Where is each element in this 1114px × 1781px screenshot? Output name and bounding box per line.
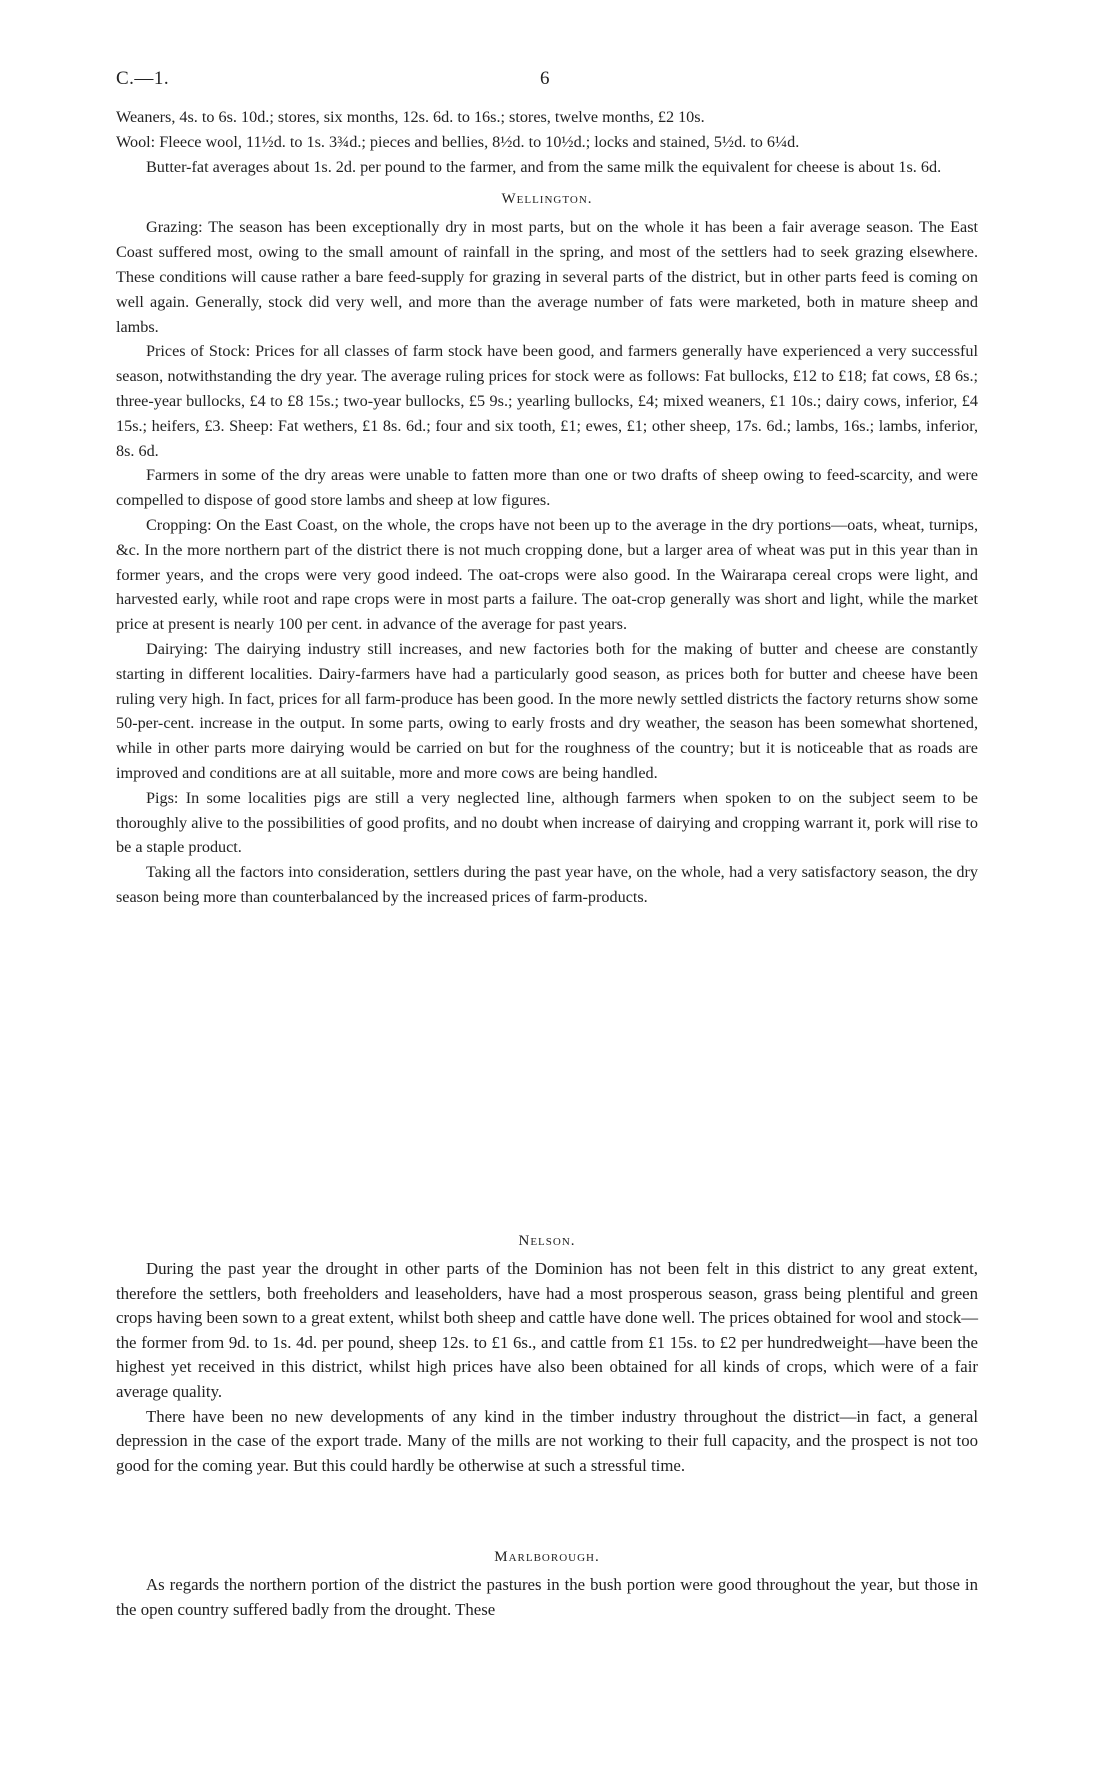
marlborough-heading: Marlborough. — [494, 1549, 600, 1565]
wellington-heading: Wellington. — [501, 191, 593, 208]
wellington-grazing-paragraph: Grazing: The season has been exceptionally dry in most parts, but on the whole it has been a fair average season. The East Coast suffered most, owing to the small amount of rainfall in the spring, and most of the settlers had to seek grazing elsewhere. These conditions will cause rather a bare feed-supply for grazing in several parts of the district, but in other parts feed is coming on well again. Generally, stock did very well, and more than the average number of fats were marketed, both in mature sheep and lambs. — [116, 218, 978, 336]
wellington-prices-paragraph: Prices of Stock: Prices for all classes of farm stock have been good, and farmers generally have experienced a very successful season, notwithstanding the dry year. The average ruling prices for stock were as follows: Fat bullocks, £12 to £18; fat cows, £8 6s.; three-year bullocks, £4 to £8 15s.; two-year bullocks, £5 9s.; yearling bullocks, £4; mixed weaners, £1 10s.; dairy cows, inferior, £4 15s.; heifers, £3. Sheep: Fat wethers, £1 8s. 6d.; four and six tooth, £1; ewes, £1; other sheep, 17s. 6d.; lambs, 16s.; lambs, inferior, 8s. 6d. — [116, 342, 978, 460]
weaners-paragraph: Weaners, 4s. to 6s. 10d.; stores, six months, 12s. 6d. to 16s.; stores, twelve months, £2 10s. — [116, 108, 705, 126]
marlborough-paragraph-1: As regards the northern portion of the district the pastures in the bush portion were good throughout the year, but those in the open country suffered badly from the drought. These — [116, 1575, 978, 1619]
wellington-summary-paragraph: Taking all the factors into consideration, settlers during the past year have, on the whole, had a very satisfactory season, the dry season being more than counterbalanced by the increased prices of farm-products. — [116, 863, 978, 906]
section-marlborough — [116, 1537, 978, 1622]
wellington-cropping-paragraph: Cropping: On the East Coast, on the whole, the crops have not been up to the average in the dry portions—oats, wheat, turnips, &c. In the more northern part of the district there is not much cropping done, but a larger area of wheat was put in this year than in former years, and the crops were very good indeed. The oat-crops were also good. In the Wairarapa cereal crops were light, and harvested early, while root and rape crops were in most parts a failure. The oat-crop generally was short and light, while the market price at present is nearly 100 per cent. in advance of the average for past years. — [116, 515, 978, 634]
butter-fat-paragraph: Butter-fat averages about 1s. 2d. per pound to the farmer, and from the same milk the equivalent for cheese is about 1s. 6d. — [146, 157, 942, 176]
wellington-dairying-paragraph: Dairying: The dairying industry still increases, and new factories both for the making of butter and cheese are constantly starting in different localities. Dairy-farmers have had a particularly good season, as prices both for butter and cheese have been ruling very high. In fact, prices for all farm-produce has been good. In the more newly settled districts the factory returns show some 50-per-cent. increase in the output. In some parts, owing to early frosts and dry weather, the season has been somewhat shortened, while in other parts more dairying would be carried on but for the roughness of the country; but it is noticeable that as roads are improved and conditions are at all suitable, more and more cows are being handled. — [116, 639, 978, 782]
nelson-paragraph-2: There have been no new developments of any kind in the timber industry throughout the district—in fact, a general depression in the case of the export trade. Many of the mills are not working to their full capacity, and the prospect is not too good for the coming year. But this could hardly be otherwise at such a stressful time. — [116, 1406, 978, 1475]
wellington-farmers-paragraph: Farmers in some of the dry areas were unable to fatten more than one or two drafts of sheep owing to feed-scarcity, and were compelled to dispose of good store lambs and sheep at low figures. — [116, 466, 978, 510]
section-continued-and-wellington — [116, 105, 978, 910]
nelson-heading: Nelson. — [518, 1233, 576, 1249]
page-number: 6 — [540, 68, 550, 89]
nelson-paragraph-1: During the past year the drought in other parts of the Dominion has not been felt in this district to any great extent, therefore the settlers, both freeholders and leaseholders, have had a most prosperous season, grass being plentiful and green crops having been sown to a great extent, whilst both sheep and cattle have done well. The prices obtained for wool and stock—the former from 9d. to 1s. 4d. per pound, sheep 12s. to £1 6s., and cattle from £1 15s. to £2 per hundredweight—have been the highest yet received in this district, whilst high prices have also been obtained for all kinds of crops, which were of a fair average quality. — [116, 1259, 978, 1401]
wellington-pigs-paragraph: Pigs: In some localities pigs are still a very neglected line, although farmers when spoken to on the subject seem to be thoroughly alive to the possibilities of good profits, and no doubt when increase of dairying and cropping warrant it, pork will rise to be a staple product. — [116, 788, 978, 857]
section-nelson — [116, 1221, 978, 1478]
page-header — [0, 68, 1114, 98]
wool-paragraph: Wool: Fleece wool, 11½d. to 1s. 3¾d.; pieces and bellies, 8½d. to 10½d.; locks and stained, 5½d. to 6¼d. — [116, 132, 800, 151]
document-reference: C.—1. — [116, 68, 170, 89]
